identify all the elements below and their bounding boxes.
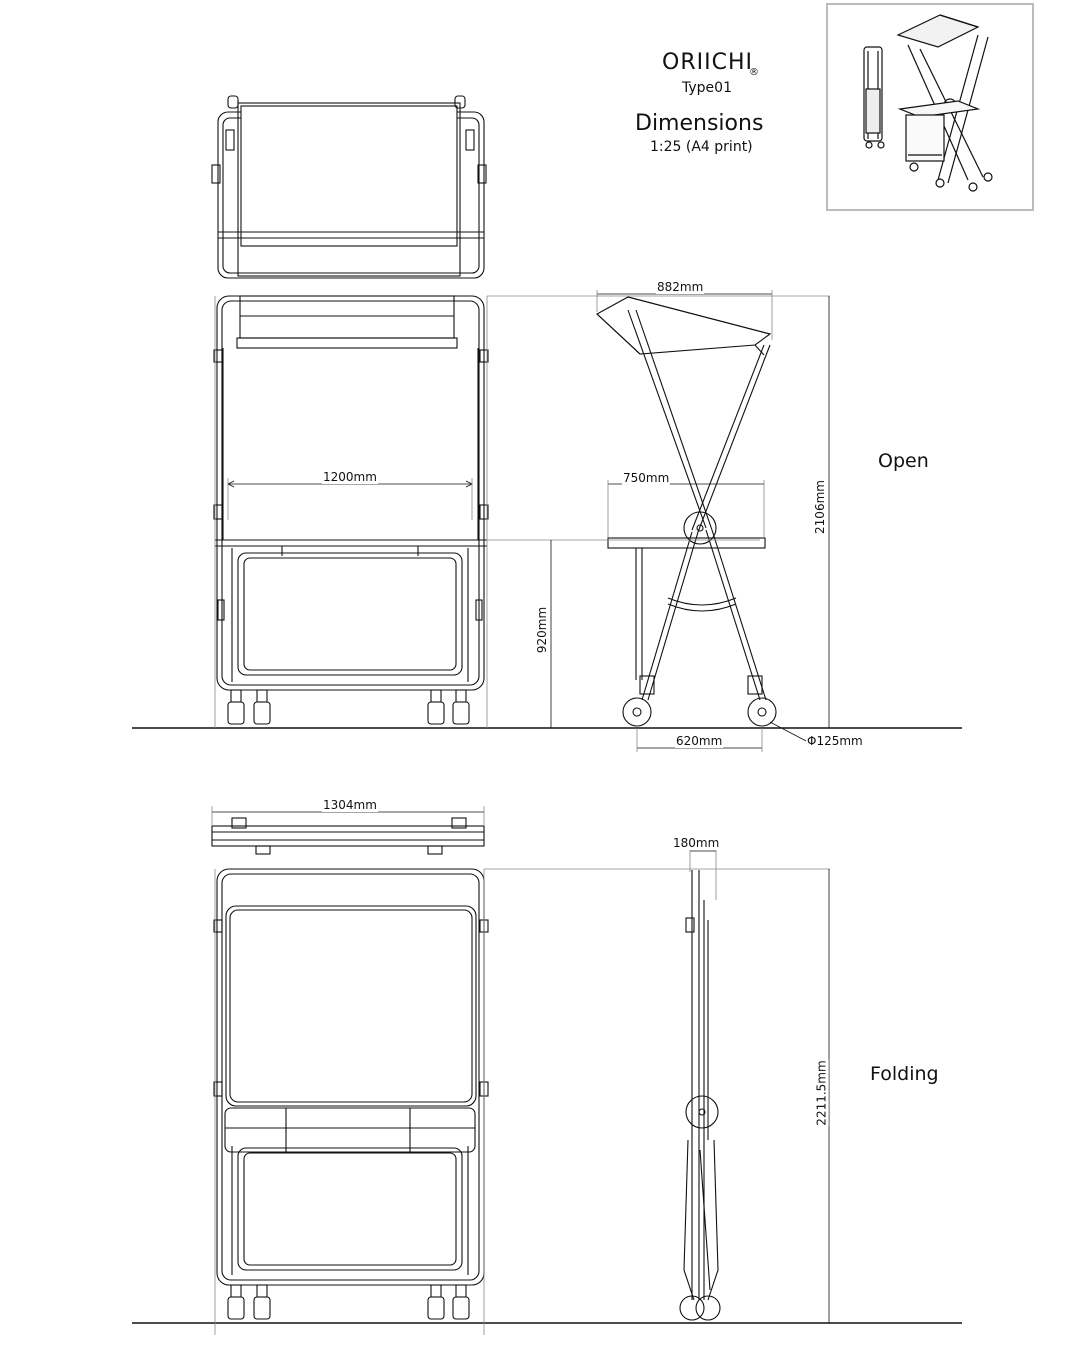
dim-open-width: 1200mm (323, 470, 377, 484)
state-label-folding: Folding (870, 1063, 939, 1085)
model-name: Type01 (682, 80, 732, 96)
folding-front-view (214, 869, 488, 1319)
brand-name: ORIICHI (662, 50, 753, 75)
dimension-lines (212, 290, 860, 1335)
folding-side-view (680, 870, 720, 1320)
dim-wheel-diameter: Φ125mm (807, 734, 863, 748)
scale-note: 1:25 (A4 print) (650, 139, 753, 155)
dim-table-height: 920mm (535, 606, 550, 654)
open-front-view (214, 296, 488, 724)
dim-open-height: 2106mm (812, 480, 827, 534)
folding-front-casters (228, 1285, 469, 1319)
page-title: Dimensions (635, 111, 764, 136)
registered-mark: ® (749, 67, 759, 78)
open-side-view (597, 297, 776, 726)
dim-folded-width: 1304mm (323, 798, 377, 812)
state-label-open: Open (878, 450, 929, 472)
folding-top-view (212, 818, 484, 854)
dim-table-depth: 750mm (623, 471, 670, 485)
dim-folded-height: 2211.5mm (814, 1060, 829, 1126)
dim-folded-depth: 180mm (673, 836, 720, 850)
dim-open-depth: 882mm (657, 280, 704, 294)
open-front-casters (228, 690, 469, 724)
open-top-view (212, 96, 486, 278)
dim-wheelbase: 620mm (676, 734, 723, 748)
